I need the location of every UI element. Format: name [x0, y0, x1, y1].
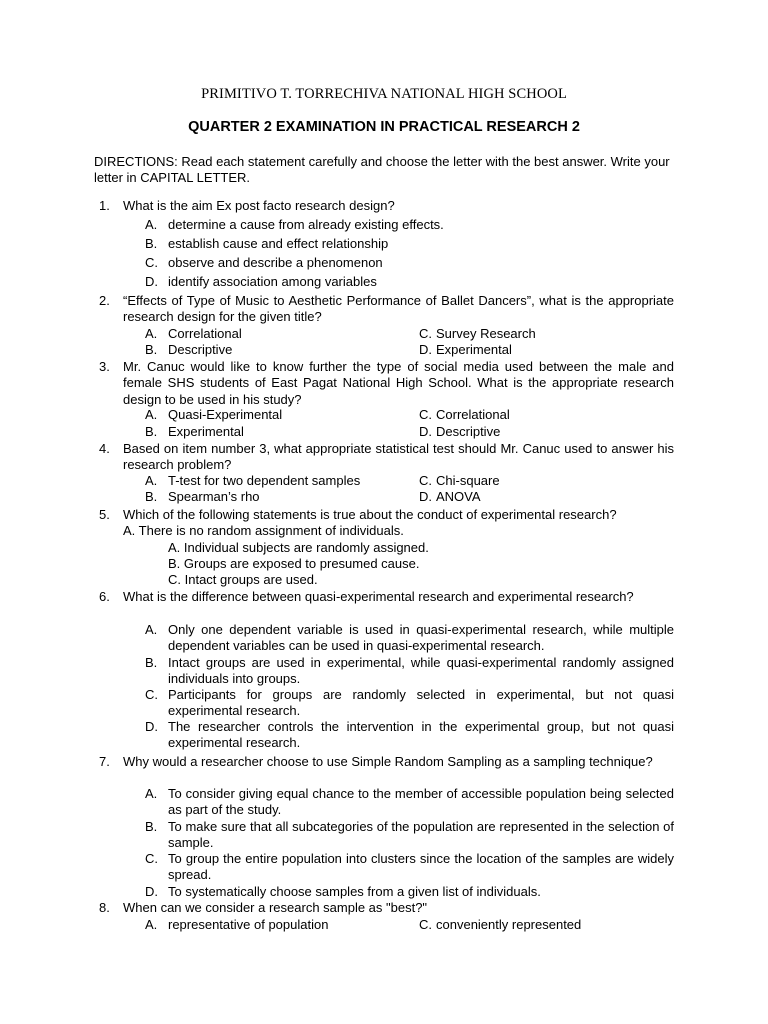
q2-option-d-text: Experimental	[436, 342, 512, 357]
question-8-number: 8.	[99, 900, 110, 915]
q5-option-3: B. Groups are exposed to presumed cause.	[168, 556, 420, 571]
q5-option-2: A. Individual subjects are randomly assigned.	[168, 540, 429, 555]
q3-option-c-text: Correlational	[436, 407, 510, 422]
question-8-text: When can we consider a research sample as "best?"	[123, 900, 428, 915]
question-1-text: What is the aim Ex post facto research design?	[123, 198, 395, 213]
question-7-number: 7.	[99, 754, 110, 769]
q2-option-d-letter: D.	[419, 342, 432, 357]
q3-option-a-text: Quasi-Experimental	[168, 407, 283, 422]
q3-option-b-letter: B.	[145, 424, 158, 439]
exam-title: QUARTER 2 EXAMINATION IN PRACTICAL RESEARCH 2	[188, 119, 580, 135]
q4-option-b-text: Spearman’s rho	[168, 489, 260, 504]
q2-option-a-text: Correlational	[168, 326, 242, 341]
question-4-text: Based on item number 3, what appropriate statistical test should Mr. Canuc used to answer his research problem?	[123, 441, 674, 473]
q3-option-b-text: Experimental	[168, 424, 244, 439]
q8-option-c-letter: C.	[419, 917, 432, 932]
q1-option-b-text: establish cause and effect relationship	[168, 236, 389, 251]
q8-option-a-letter: A.	[145, 917, 158, 932]
q7-option-a-letter: A.	[145, 786, 158, 801]
q2-option-b-text: Descriptive	[168, 342, 233, 357]
question-1-number: 1.	[99, 198, 110, 213]
q4-option-d-text: ANOVA	[436, 489, 481, 504]
q6-option-b-text: Intact groups are used in experimental, while quasi-experimental randomly assigned individuals into groups.	[168, 655, 674, 687]
question-2-number: 2.	[99, 293, 110, 308]
school-name: PRIMITIVO T. TORRECHIVA NATIONAL HIGH SCHOOL	[201, 86, 567, 102]
q1-option-c-text: observe and describe a phenomenon	[168, 255, 383, 270]
q7-option-c-text: To group the entire population into clusters since the location of the samples are widely spread.	[168, 851, 674, 883]
directions-text: DIRECTIONS: Read each statement carefully and choose the letter with the best answer. Write your letter in CAPITAL LETTER.	[94, 154, 670, 185]
question-3-number: 3.	[99, 359, 110, 374]
q3-option-d-text: Descriptive	[436, 424, 501, 439]
question-7-text: Why would a researcher choose to use Simple Random Sampling as a sampling technique?	[123, 754, 653, 769]
q1-option-d-text: identify association among variables	[168, 274, 377, 289]
q7-option-d-letter: D.	[145, 884, 158, 899]
q3-option-a-letter: A.	[145, 407, 158, 422]
q6-option-d-letter: D.	[145, 719, 158, 734]
q5-option-1: A. There is no random assignment of individuals.	[123, 523, 404, 538]
q7-option-b-letter: B.	[145, 819, 158, 834]
q4-option-c-text: Chi-square	[436, 473, 500, 488]
question-3-text: Mr. Canuc would like to know further the type of social media used between the male and female SHS students of East Pagat National High School. What is the appropriate research design to be used in his study?	[123, 359, 674, 407]
q6-option-b-letter: B.	[145, 655, 158, 670]
q7-option-c-letter: C.	[145, 851, 158, 866]
q1-option-a-letter: A.	[145, 217, 158, 232]
q3-option-d-letter: D.	[419, 424, 432, 439]
question-2-text: “Effects of Type of Music to Aesthetic Performance of Ballet Dancers”, what is the appropriate research design for the given title?	[123, 293, 674, 325]
q8-option-c-text: conveniently represented	[436, 917, 582, 932]
q1-option-d-letter: D.	[145, 274, 158, 289]
q2-option-c-text: Survey Research	[436, 326, 536, 341]
q8-option-a-text: representative of population	[168, 917, 329, 932]
q1-option-c-letter: C.	[145, 255, 158, 270]
q4-option-a-letter: A.	[145, 473, 158, 488]
q5-option-4: C. Intact groups are used.	[168, 572, 318, 587]
question-5-number: 5.	[99, 507, 110, 522]
q6-option-c-text: Participants for groups are randomly selected in experimental, but not quasi experimental research.	[168, 687, 674, 719]
question-4-number: 4.	[99, 441, 110, 456]
q7-option-b-text: To make sure that all subcategories of the population are represented in the selection of sample.	[168, 819, 674, 851]
q1-option-a-text: determine a cause from already existing effects.	[168, 217, 444, 232]
q3-option-c-letter: C.	[419, 407, 432, 422]
q7-option-d-text: To systematically choose samples from a given list of individuals.	[168, 884, 541, 899]
question-6-text: What is the difference between quasi-experimental research and experimental research?	[123, 589, 634, 604]
q6-option-a-text: Only one dependent variable is used in quasi-experimental research, while multiple dependent variables can be used in quasi-experimental research.	[168, 622, 674, 654]
q1-option-b-letter: B.	[145, 236, 158, 251]
q6-option-a-letter: A.	[145, 622, 158, 637]
q6-option-c-letter: C.	[145, 687, 158, 702]
q4-option-c-letter: C.	[419, 473, 432, 488]
q2-option-b-letter: B.	[145, 342, 158, 357]
q4-option-a-text: T-test for two dependent samples	[168, 473, 361, 488]
q4-option-d-letter: D.	[419, 489, 432, 504]
question-6-number: 6.	[99, 589, 110, 604]
q7-option-a-text: To consider giving equal chance to the member of accessible population being selected as part of the study.	[168, 786, 674, 818]
q4-option-b-letter: B.	[145, 489, 158, 504]
q2-option-a-letter: A.	[145, 326, 158, 341]
question-5-text: Which of the following statements is true about the conduct of experimental research?	[123, 507, 617, 522]
q2-option-c-letter: C.	[419, 326, 432, 341]
q6-option-d-text: The researcher controls the intervention in the experimental group, but not quasi experimental research.	[168, 719, 674, 751]
